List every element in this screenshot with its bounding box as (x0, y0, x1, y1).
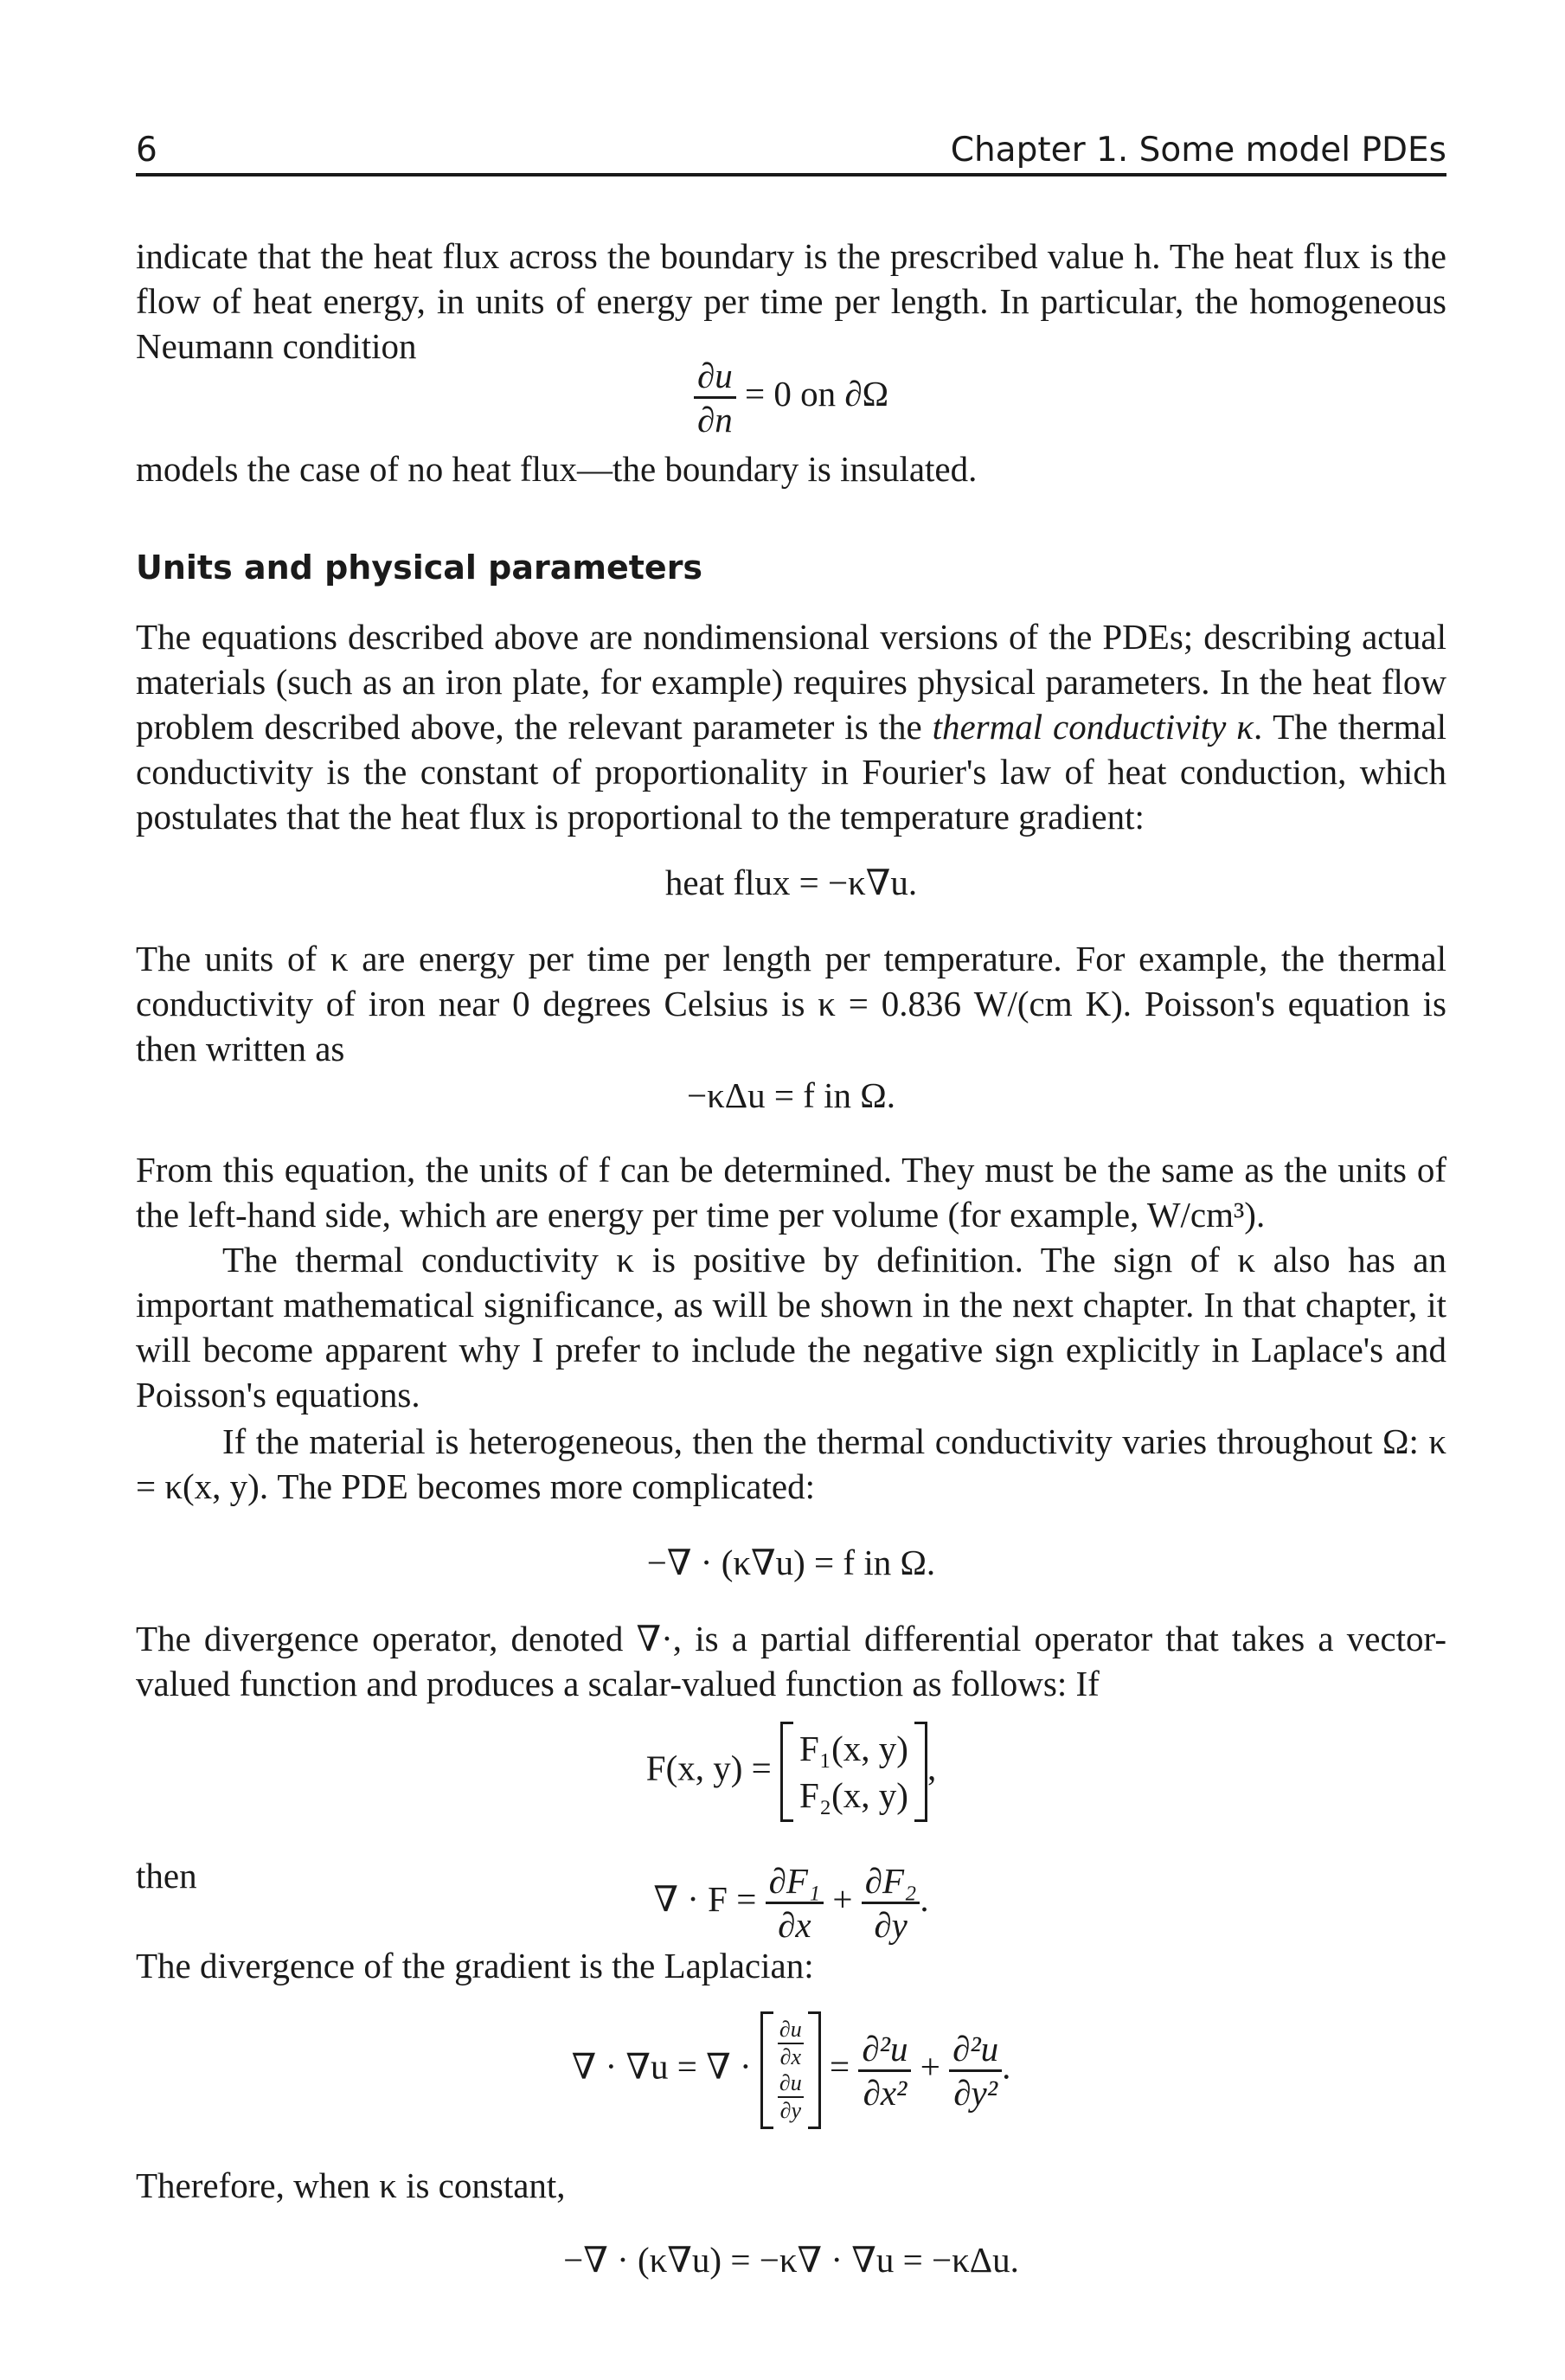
paragraph-text: The thermal conductivity κ is positive by definition. The sign of κ also has an important mathematical significance, as will be shown in the next chapter. In that chapter, it will become apparent why I prefer to include the negative sign explicitly in Laplace's and Poisson's equations. (136, 1240, 1446, 1415)
vector-matrix (780, 1722, 927, 1822)
equation-fourier (136, 860, 1446, 905)
page (136, 121, 1446, 2280)
text-run: The equations described above are nondimensional versions of the PDEs; describing actual materials (such as an iron plate, for example) requires physical parameters. In the heat flow problem described above, the relevant parameter is the (136, 617, 1446, 747)
fraction (858, 2028, 911, 2114)
equation-rhs: = 0 on ∂Ω (735, 373, 889, 414)
operator: + (824, 1878, 862, 1919)
equation-vector-F (136, 1722, 1446, 1822)
matrix-row: F₂(x, y) (799, 1775, 908, 1815)
fraction (862, 1860, 920, 1946)
equation-lhs: ∇ · ∇u = ∇ · (571, 2046, 760, 2087)
running-head (136, 121, 1446, 176)
equation-divergence (136, 1860, 1446, 1946)
paragraph-text: models the case of no heat flux—the boundary is insulated. (136, 449, 978, 489)
paragraph-text: then (136, 1856, 197, 1896)
paragraph-text: The divergence of the gradient is the Laplacian: (136, 1946, 814, 1985)
chapter-title: Chapter 1. Some model PDEs (950, 131, 1446, 170)
gradient-matrix (760, 2011, 821, 2129)
matrix-row (778, 2017, 804, 2070)
paragraph-text (136, 614, 1446, 839)
matrix-row: F₁(x, y) (799, 1729, 908, 1768)
denominator: ∂x² (863, 2072, 908, 2113)
equation-text: heat flux = −κ∇u. (664, 863, 918, 902)
paragraph-text: The units of κ are energy per time per length per temperature. For example, the thermal conductivity of iron near 0 degrees Celsius is κ = 0.836 W/(cm K). Poisson's equation is then written as (136, 939, 1446, 1068)
numerator: ∂²u (858, 2028, 911, 2072)
equation-neumann (136, 355, 1446, 440)
equation-heterogeneous (136, 1540, 1446, 1585)
denominator: ∂y (874, 1905, 908, 1945)
text-run: . The thermal conductivity is the constant of proportionality in Fourier's law of heat conduction, which postulates that the heat flux is proportional to the temperature gradient: (136, 707, 1446, 837)
page-number: 6 (136, 131, 157, 170)
equation-lhs: F(x, y) = (645, 1748, 781, 1788)
equation-trail: , (927, 1748, 937, 1788)
numerator: ∂u (778, 2070, 804, 2098)
section-heading-block (136, 545, 1446, 590)
denominator: ∂y (779, 2098, 802, 2123)
paragraph-insulated (136, 446, 1446, 491)
denominator: ∂y² (953, 2072, 997, 2113)
paragraph-text: Therefore, when κ is constant, (136, 2165, 566, 2205)
paragraph-units (136, 614, 1446, 839)
paragraph-text: The divergence operator, denoted ∇·, is a partial differential operator that takes a vector-valued function and produces a scalar-valued function as follows: If (136, 1619, 1446, 1703)
numerator: ∂F₂ (862, 1860, 920, 1904)
paragraph-text: If the material is heterogeneous, then the thermal conductivity varies throughout Ω: κ = κ(x, y). The PDE becomes more complicated: (136, 1421, 1446, 1506)
operator: = (820, 2046, 859, 2087)
equation-trail: . (920, 1878, 929, 1919)
denominator: ∂x (778, 1905, 811, 1945)
paragraph-heat-flux (136, 234, 1446, 369)
equation-poisson-kappa (136, 1073, 1446, 1118)
paragraph-therefore (136, 2163, 1446, 2208)
fraction (778, 2017, 804, 2070)
equation-text: −κΔu = f in Ω. (686, 1075, 896, 1115)
equation-final (136, 2237, 1446, 2282)
section-heading: Units and physical parameters (136, 548, 703, 587)
numerator: ∂u (694, 355, 736, 399)
numerator: ∂u (778, 2017, 804, 2044)
paragraph-sign (136, 1237, 1446, 1417)
denominator: ∂n (696, 400, 733, 439)
paragraph-units-f (136, 1147, 1446, 1237)
denominator: ∂x (779, 2044, 802, 2069)
fraction (694, 355, 736, 440)
equation-laplacian (136, 2011, 1446, 2129)
paragraph-heterogeneous (136, 1419, 1446, 1509)
equation-lhs: ∇ · F = (653, 1878, 766, 1919)
fraction (778, 2070, 804, 2124)
numerator: ∂²u (949, 2028, 1002, 2072)
emphasis-term: thermal conductivity κ (932, 707, 1254, 747)
fraction (766, 1860, 824, 1946)
equation-text: −∇ · (κ∇u) = −κ∇ · ∇u = −κΔu. (563, 2240, 1019, 2280)
paragraph-text: From this equation, the units of f can be determined. They must be the same as the units of the left-hand side, which are energy per time per volume (for example, W/cm³). (136, 1150, 1446, 1235)
paragraph-text: indicate that the heat flux across the boundary is the prescribed value h. The heat flux is the flow of heat energy, in units of energy per time per length. In particular, the homogeneous Neumann condition (136, 236, 1446, 366)
numerator: ∂F₁ (766, 1860, 824, 1904)
operator: + (911, 2046, 950, 2087)
equation-text: −∇ · (κ∇u) = f in Ω. (646, 1543, 936, 1582)
equation-trail: . (1002, 2046, 1011, 2087)
paragraph-units-kappa (136, 936, 1446, 1071)
matrix-row (778, 2070, 804, 2124)
fraction (949, 2028, 1002, 2114)
paragraph-divergence (136, 1616, 1446, 1706)
paragraph-laplacian-intro (136, 1943, 1446, 1988)
